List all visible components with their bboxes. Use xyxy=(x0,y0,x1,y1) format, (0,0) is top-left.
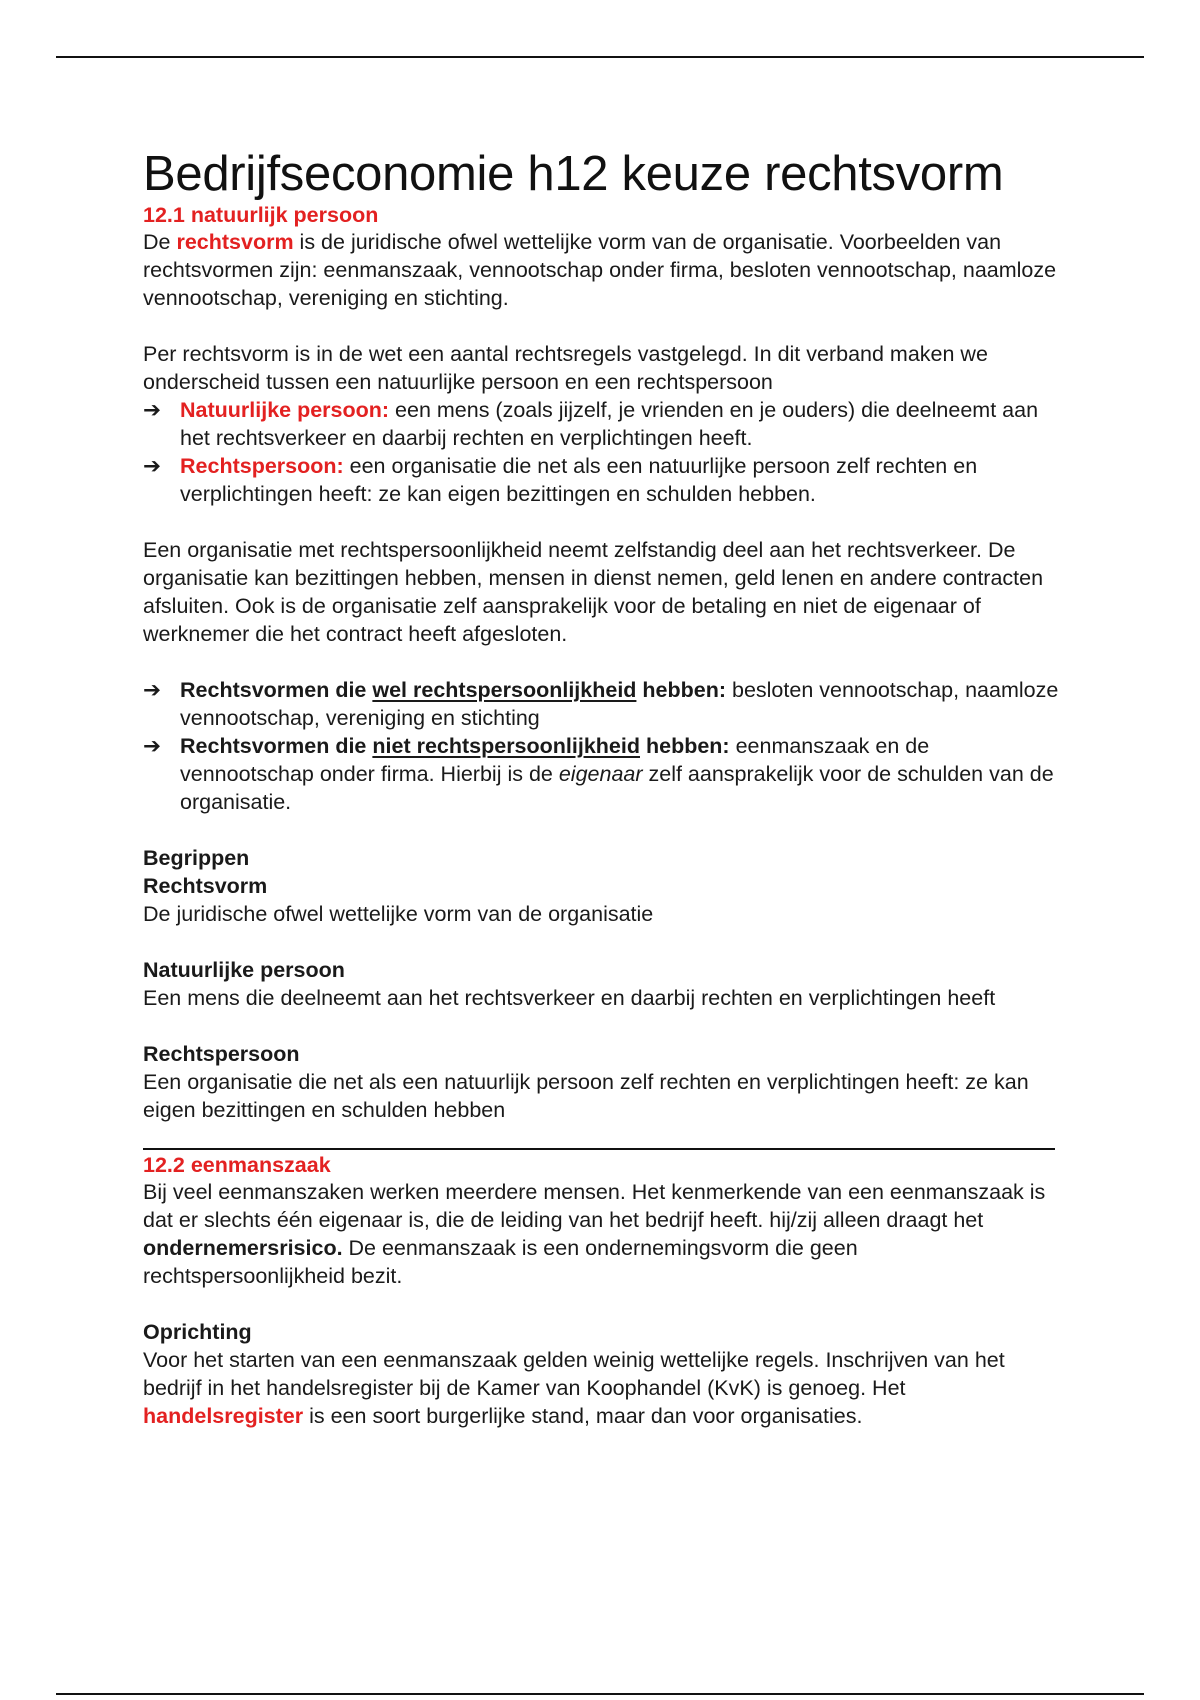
document-body xyxy=(143,146,1063,1430)
arrow-icon: ➔ xyxy=(143,398,162,422)
text: De xyxy=(143,230,177,254)
paragraph-rechtspersoonlijkheid: Een organisatie met rechtspersoonlijkheid neemt zelfstandig deel aan het rechtsverkeer. De organisatie kan bezittingen hebben, mensen in dienst nemen, geld lenen en andere contracten afsluiten. Ook is de organisatie zelf aansprakelijk voor de betaling en niet de eigenaar of werknemer die het contract heeft afgesloten. xyxy=(143,538,1044,646)
page-title: Bedrijfseconomie h12 keuze rechtsvorm xyxy=(143,147,1004,201)
text: De eenmanszaak is een ondernemingsvorm die geen rechtspersoonlijkheid bezit. xyxy=(143,1236,858,1288)
text: hebben: xyxy=(640,734,730,758)
text: Rechtsvormen die xyxy=(180,678,373,702)
section-divider xyxy=(143,1148,1055,1150)
underlined-term: niet rechtspersoonlijkheid xyxy=(372,734,640,758)
text: een mens (zoals jijzelf, je vrienden en je ouders) die deelneemt aan het rechtsverkeer en daarbij rechten en verplichtingen heeft. xyxy=(180,398,1039,450)
paragraph-oprichting xyxy=(143,1346,1063,1430)
heading-oprichting: Oprichting xyxy=(143,1320,252,1344)
section-heading-12-2: 12.2 eenmanszaak xyxy=(143,1153,331,1177)
text: eenmanszaak en de vennootschap onder firma. Hierbij is de xyxy=(180,734,930,786)
definition-text: De juridische ofwel wettelijke vorm van de organisatie xyxy=(143,902,654,926)
definition-term: Rechtsvorm xyxy=(143,874,268,898)
list-persons xyxy=(143,396,1063,508)
paragraph-rechtsregels: Per rechtsvorm is in de wet een aantal rechtsregels vastgelegd. In dit verband maken we onderscheid tussen een natuurlijke persoon en een rechtspersoon xyxy=(143,342,988,394)
definition-text: Een organisatie die net als een natuurlijk persoon zelf rechten en verplichtingen heeft: ze kan eigen bezittingen en schulden hebben xyxy=(143,1070,1029,1122)
text: Bij veel eenmanszaken werken meerdere mensen. Het kenmerkende van een eenmanszaak is dat er slechts één eigenaar is, die de leiding van het bedrijf heeft. hij/zij alleen draagt het xyxy=(143,1180,1046,1232)
definition-term: Natuurlijke persoon xyxy=(143,958,345,982)
term-handelsregister: handelsregister xyxy=(143,1404,304,1428)
paragraph-eenmanszaak xyxy=(143,1178,1063,1290)
list-item xyxy=(143,676,1063,732)
term-rechtsvorm: rechtsvorm xyxy=(176,230,294,254)
text: hebben: xyxy=(636,678,727,702)
term-ondernemersrisico: ondernemersrisico. xyxy=(143,1236,343,1260)
arrow-icon: ➔ xyxy=(143,454,162,478)
paragraph-rechtsvorm xyxy=(143,228,1063,312)
arrow-icon: ➔ xyxy=(143,734,162,758)
definition-text: Een mens die deelneemt aan het rechtsverkeer en daarbij rechten en verplichtingen heeft xyxy=(143,986,996,1010)
arrow-icon: ➔ xyxy=(143,678,162,702)
page-bottom-rule xyxy=(56,1693,1144,1695)
list-item xyxy=(143,396,1063,452)
term-natuurlijke-persoon: Natuurlijke persoon: xyxy=(180,398,390,422)
definition-term: Rechtspersoon xyxy=(143,1042,300,1066)
heading-begrippen: Begrippen xyxy=(143,846,250,870)
underlined-term: wel rechtspersoonlijkheid xyxy=(372,678,637,702)
list-item xyxy=(143,732,1063,816)
text: is een soort burgerlijke stand, maar dan voor organisaties. xyxy=(303,1404,863,1428)
text: Voor het starten van een eenmanszaak gelden weinig wettelijke regels. Inschrijven van het bedrijf in het handelsregister bij de Kamer van Koophandel (KvK) is genoeg. Het xyxy=(143,1348,1005,1400)
text: Rechtsvormen die xyxy=(180,734,373,758)
list-rechtsvormen xyxy=(143,676,1063,816)
page-top-rule xyxy=(56,56,1144,58)
text: is de juridische ofwel wettelijke vorm van de organisatie. Voorbeelden van rechtsvormen zijn: eenmanszaak, vennootschap onder firma, besloten vennootschap, naamloze vennootschap, vereniging en stichting. xyxy=(143,230,1057,310)
section-heading-12-1: 12.1 natuurlijk persoon xyxy=(143,203,379,227)
text: zelf aansprakelijk voor de schulden van de organisatie. xyxy=(180,762,1054,814)
text: besloten vennootschap, naamloze vennootschap, vereniging en stichting xyxy=(180,678,1059,730)
emphasis-eigenaar: eigenaar xyxy=(558,762,643,786)
list-item xyxy=(143,452,1063,508)
text: een organisatie die net als een natuurlijke persoon zelf rechten en verplichtingen heeft: ze kan eigen bezittingen en schulden hebben. xyxy=(180,454,978,506)
term-rechtspersoon: Rechtspersoon: xyxy=(180,454,344,478)
